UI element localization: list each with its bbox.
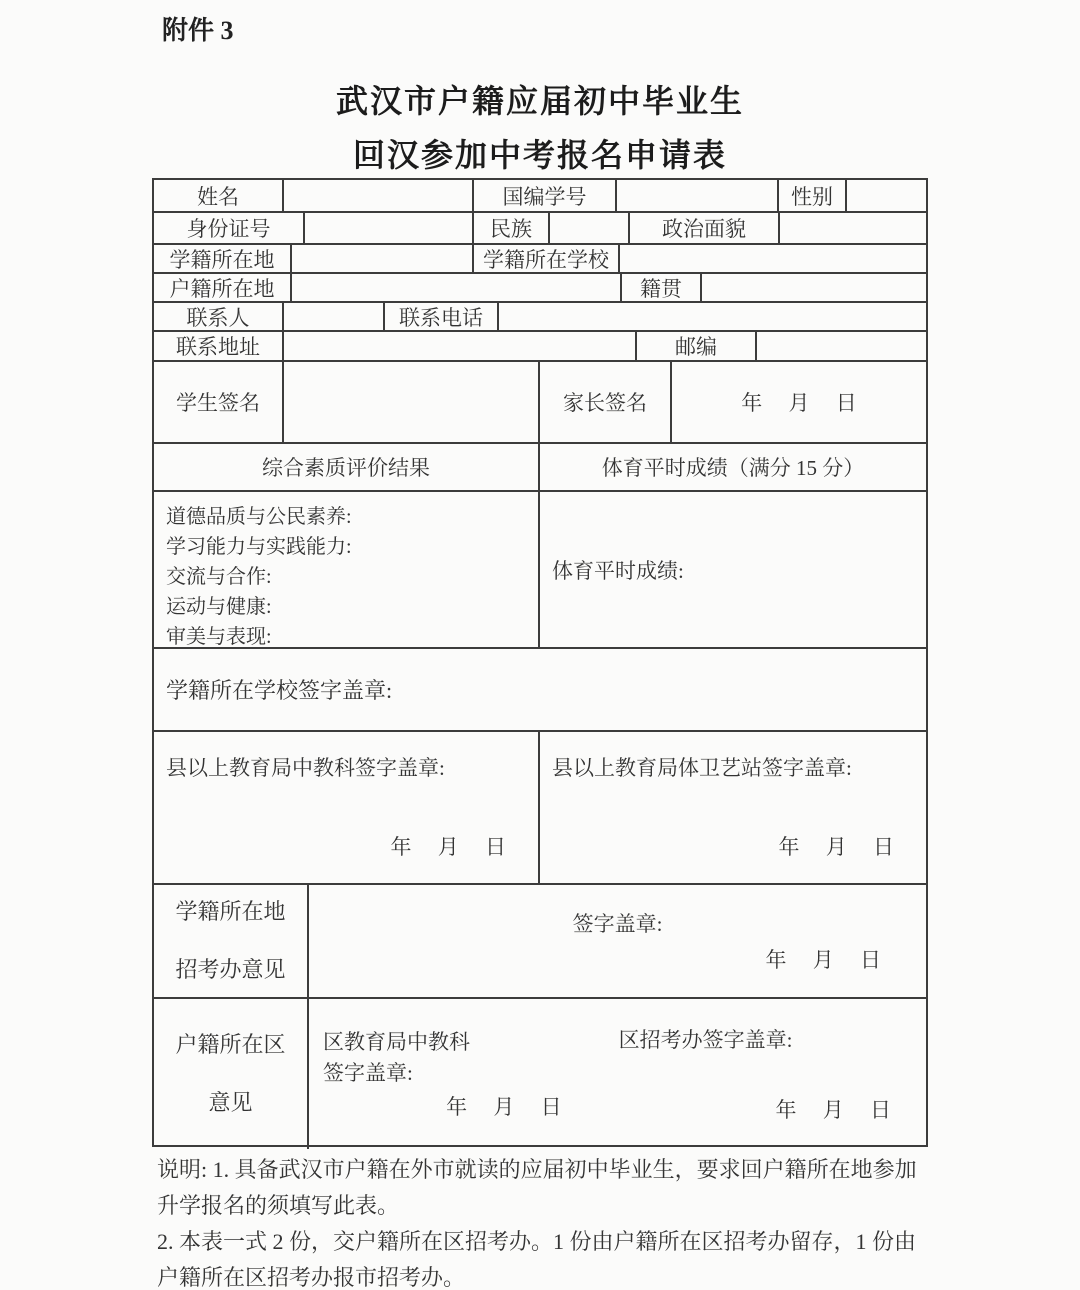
attachment-label: 附件 3: [162, 16, 234, 45]
district-admissions-sign-block: [587, 1024, 926, 1124]
row-evaluation-detail: [154, 492, 926, 649]
pe-score-header: 体育平时成绩（满分 15 分）: [601, 456, 865, 480]
evaluation-item: 运动与健康:: [166, 596, 272, 618]
signature-date-cell: [672, 362, 926, 442]
row-contact-address: [154, 332, 926, 362]
political-status-field-cell: [780, 213, 926, 243]
notes-block: [157, 1152, 937, 1290]
contact-person-label: 联系人: [154, 303, 284, 330]
row-id-card: [154, 213, 926, 245]
comprehensive-quality-header: 综合素质评价结果: [154, 444, 540, 490]
household-district-sign-cell: [309, 999, 926, 1149]
id-card-label: 身份证号: [154, 213, 305, 243]
row-school-roll-place: [154, 245, 926, 274]
school-seal-label: 学籍所在学校签字盖章:: [166, 678, 393, 703]
signature-date-stamp: 年 月 日: [741, 391, 857, 415]
contact-address-field-cell: [284, 332, 637, 360]
pe-score-field-cell: 体育平时成绩:: [552, 558, 684, 583]
note-line: 升学报名的须填写此表。: [157, 1193, 400, 1218]
row-county-seals: [154, 732, 926, 885]
name-label: 姓名: [154, 180, 284, 211]
application-form-table: [152, 178, 928, 1147]
district-admissions-label: 区招考办签字盖章:: [618, 1028, 793, 1052]
evaluation-item: 交流与合作:: [166, 566, 272, 588]
county-sports-art-date: 年 月 日: [778, 835, 894, 859]
school-roll-place-field-cell: [292, 245, 474, 272]
row-contact-person: [154, 303, 926, 332]
postal-code-field-cell: [757, 332, 926, 360]
district-education-sign-block: [309, 1027, 587, 1121]
row-signatures: [154, 362, 926, 444]
note-line: 2. 本表一式 2 份，交户籍所在区招考办。1 份由户籍所在区招考办留存，1 份由: [157, 1229, 917, 1254]
school-roll-school-label: 学籍所在学校: [474, 245, 620, 272]
gender-field-cell: [847, 180, 926, 211]
roll-place-office-header-line2: 招考办意见: [175, 957, 286, 982]
evaluation-item: 审美与表现:: [166, 626, 272, 647]
form-title-line1: 武汉市户籍应届初中毕业生: [335, 83, 744, 119]
household-district-header-line2: 意见: [208, 1090, 253, 1115]
household-place-field-cell: [292, 274, 622, 301]
political-status-label: 政治面貌: [630, 213, 780, 243]
row-school-seal: [154, 649, 926, 732]
row-roll-place-office-opinion: [154, 885, 926, 999]
row-name: [154, 180, 926, 213]
ethnicity-label: 民族: [474, 213, 550, 243]
school-roll-school-field-cell: [620, 245, 926, 272]
contact-address-label: 联系地址: [154, 332, 284, 360]
roll-place-office-header-line1: 学籍所在地: [175, 899, 286, 924]
postal-code-label: 邮编: [637, 332, 757, 360]
sign-and-seal-label: 签字盖章:: [572, 912, 663, 936]
school-roll-place-label: 学籍所在地: [154, 245, 292, 272]
parent-signature-label: 家长签名: [540, 362, 672, 442]
district-education-label-line2: 签字盖章:: [323, 1061, 413, 1085]
note-line: 户籍所在区招考办报市招考办。: [157, 1265, 466, 1290]
form-title-line2: 回汉参加中考报名申请表: [352, 137, 727, 173]
row-household-place: [154, 274, 926, 303]
note-line: 说明: 1. 具备武汉市户籍在外市就读的应届初中毕业生，要求回户籍所在地参加: [157, 1157, 917, 1182]
county-sports-art-label: 县以上教育局体卫艺站签字盖章:: [552, 756, 852, 780]
evaluation-items-cell: [154, 492, 540, 647]
evaluation-items-list: [154, 492, 538, 647]
student-signature-field-cell: [284, 362, 540, 442]
native-place-label: 籍贯: [622, 274, 702, 301]
gender-label: 性别: [779, 180, 847, 211]
name-field-cell: [284, 180, 474, 211]
household-district-header-line1: 户籍所在区: [175, 1032, 286, 1057]
id-card-field-cell: [305, 213, 474, 243]
county-secondary-education-label: 县以上教育局中教科签字盖章:: [166, 756, 445, 780]
county-secondary-education-cell: [154, 732, 540, 883]
evaluation-item: 道德品质与公民素养:: [166, 506, 352, 528]
district-education-date: 年 月 日: [446, 1095, 562, 1119]
row-evaluation-headers: [154, 444, 926, 492]
county-secondary-education-date: 年 月 日: [390, 835, 506, 859]
contact-phone-label: 联系电话: [385, 303, 499, 330]
native-place-field-cell: [702, 274, 926, 301]
roll-place-office-date: 年 月 日: [765, 948, 881, 972]
row-household-district-opinion: [154, 999, 926, 1149]
district-education-label-line1: 区教育局中教科: [323, 1030, 470, 1054]
national-student-id-field-cell: [617, 180, 779, 211]
contact-phone-field-cell: [499, 303, 926, 330]
roll-place-office-sign-cell: [309, 885, 926, 997]
student-signature-label: 学生签名: [154, 362, 284, 442]
national-student-id-label: 国编学号: [474, 180, 617, 211]
district-admissions-date: 年 月 日: [775, 1098, 891, 1122]
ethnicity-field-cell: [550, 213, 630, 243]
roll-place-office-header: [154, 885, 309, 997]
household-place-label: 户籍所在地: [154, 274, 292, 301]
county-sports-art-cell: [540, 732, 926, 883]
household-district-header: [154, 999, 309, 1149]
evaluation-item: 学习能力与实践能力:: [166, 536, 352, 558]
contact-person-field-cell: [284, 303, 385, 330]
